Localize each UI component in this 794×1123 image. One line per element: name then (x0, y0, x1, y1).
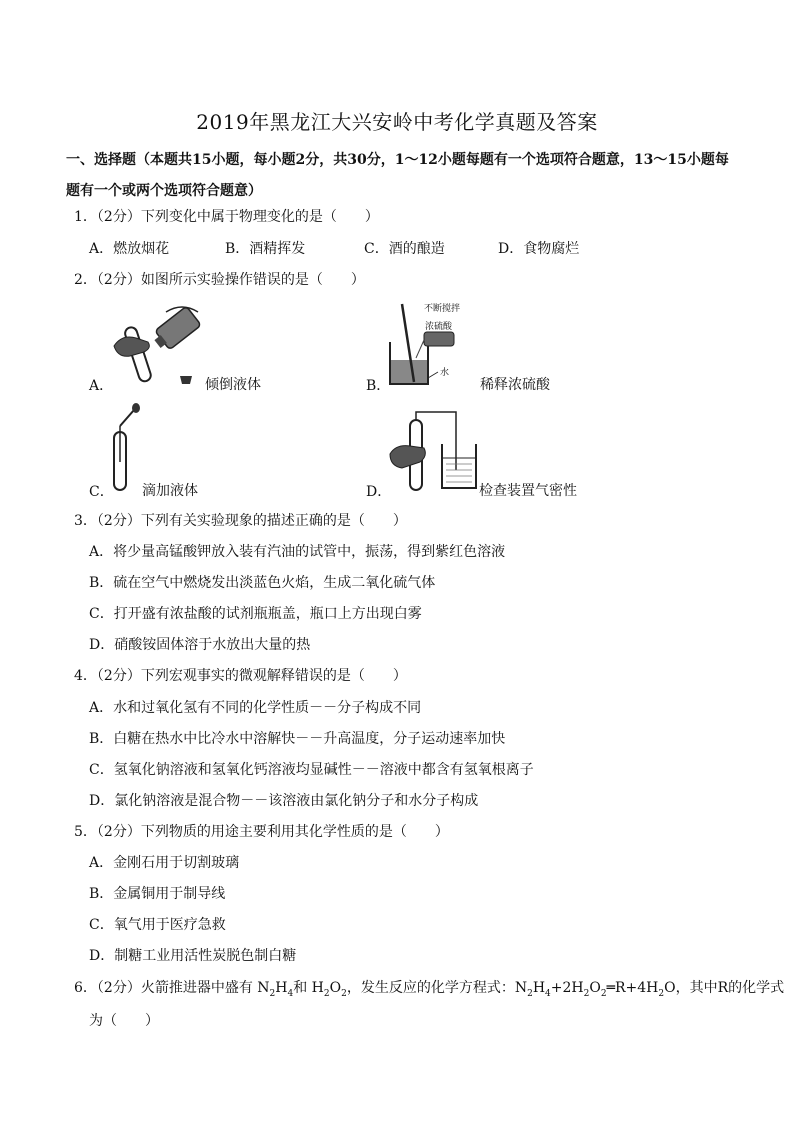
question-3-option-d: D．硝酸铵固体溶于水放出大量的热 (89, 637, 311, 653)
question-2-option-b-label: 稀释浓硫酸 (480, 377, 550, 393)
question-4-option-d: D．氯化钠溶液是混合物－－该溶液由氯化钠分子和水分子构成 (89, 793, 479, 809)
question-5-stem: 5．（2分）下列物质的用途主要利用其化学性质的是（ ） (74, 824, 449, 840)
question-5-option-b: B．金属铜用于制导线 (89, 886, 226, 902)
question-1-option-d: D．食物腐烂 (498, 241, 580, 257)
page-title: 2019年黑龙江大兴安岭中考化学真题及答案 (196, 110, 598, 134)
question-4-option-b: B．白糖在热水中比冷水中溶解快－－升高温度，分子运动速率加快 (89, 731, 506, 747)
question-2-option-b-letter: B． (366, 378, 391, 394)
question-3-stem: 3．（2分）下列有关实验现象的描述正确的是（ ） (74, 513, 407, 529)
figure-b-label-acid: 浓硫酸 (425, 322, 453, 332)
question-5-option-d: D．制糖工业用活性炭脱色制白糖 (89, 948, 297, 964)
question-2-option-d-label: 检查装置气密性 (479, 483, 577, 499)
question-6-stem: 6．（2分）火箭推进器中盛有 $N_2H_4$和 $H_2O_2$，发生反应的化学方程式：$N_2H_4+2H_2O_2═R+4H_2O$，其中R的化学式 (74, 980, 785, 999)
question-2-option-d-letter: D． (366, 484, 392, 500)
question-3-option-c: C．打开盛有浓盐酸的试剂瓶瓶盖，瓶口上方出现白雾 (89, 606, 422, 622)
question-5-option-a: A．金刚石用于切割玻璃 (89, 855, 240, 871)
figure-pouring-liquid (108, 298, 218, 388)
question-3-option-a: A．将少量高锰酸钾放入装有汽油的试管中，振荡，得到紫红色溶液 (89, 544, 506, 560)
question-2-option-a-label: 倾倒液体 (205, 377, 261, 393)
question-4-option-a: A．水和过氧化氢有不同的化学性质－－分子构成不同 (89, 700, 422, 716)
question-1-stem: 1．（2分）下列变化中属于物理变化的是（ ） (74, 209, 379, 225)
question-6-stem-line2: 为（ ） (89, 1013, 159, 1029)
question-3-option-b: B．硫在空气中燃烧发出淡蓝色火焰，生成二氧化硫气体 (89, 575, 436, 591)
figure-b-label-stir: 不断搅拌 (424, 304, 461, 314)
question-2-option-c-label: 滴加液体 (142, 483, 198, 499)
question-2-option-c-letter: C． (89, 484, 114, 500)
figure-b-label-water: 水 (440, 368, 450, 378)
question-1-option-a: A．燃放烟花 (89, 241, 170, 257)
question-4-option-c: C．氢氧化钠溶液和氢氧化钙溶液均显碱性－－溶液中都含有氢氧根离子 (89, 762, 534, 778)
question-2-stem: 2．（2分）如图所示实验操作错误的是（ ） (74, 272, 365, 288)
question-1-option-b: B．酒精挥发 (225, 241, 306, 257)
section-heading-multiple-choice: 一、选择题（本题共15小题，每小题2分，共30分，1～12小题每题有一个选项符合题意，13～15小题每题有一个或两个选项符合题意） (66, 152, 729, 199)
question-1-option-c: C．酒的酿造 (364, 241, 445, 257)
figure-checking-airtightness (386, 410, 482, 496)
question-4-stem: 4．（2分）下列宏观事实的微观解释错误的是（ ） (74, 668, 407, 684)
question-2-option-a-letter: A． (89, 378, 114, 394)
question-5-option-c: C．氧气用于医疗急救 (89, 917, 226, 933)
